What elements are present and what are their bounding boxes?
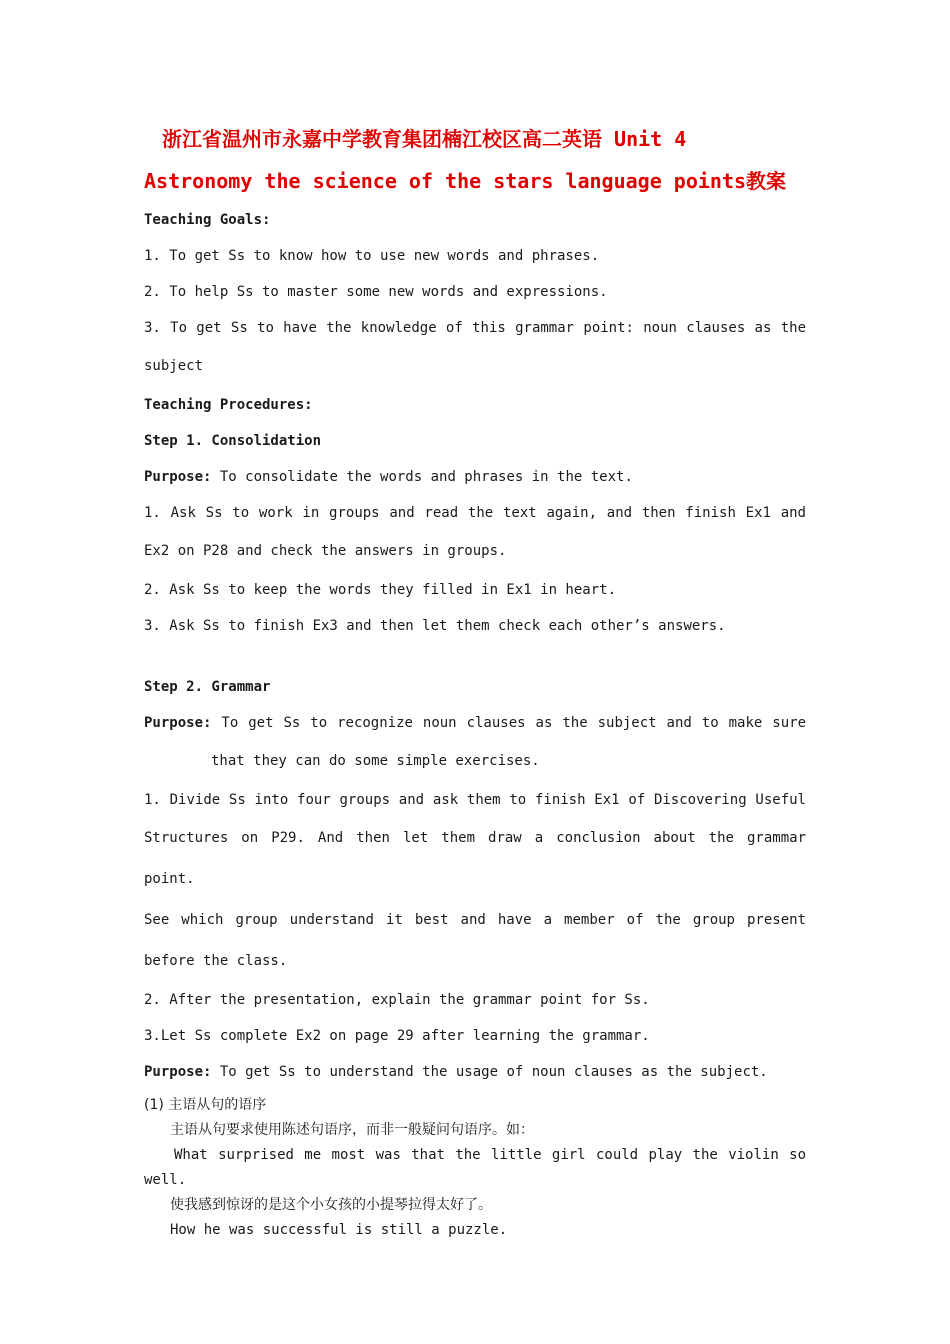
goal-3-continued: subject <box>144 358 204 374</box>
step1-item3: 3. Ask Ss to finish Ex3 and then let them check each other’s answers. <box>144 618 726 634</box>
step2-item3: 3.Let Ss complete Ex2 on page 29 after learning the grammar. <box>144 1028 650 1044</box>
step2-purpose-2 <box>144 1054 806 1090</box>
teaching-goals-heading: Teaching Goals: <box>144 212 271 228</box>
document-title <box>144 118 806 202</box>
purpose-text: To get Ss to understand the usage of noun clauses as the subject. <box>211 1064 768 1080</box>
step2-heading: Step 2. Grammar <box>144 679 271 695</box>
purpose-text: To get Ss to recognize noun clauses as the subject and to make sure <box>211 715 806 731</box>
purpose-text: To consolidate the words and phrases in the text. <box>211 469 633 485</box>
document-page <box>144 118 806 1243</box>
purpose-label: Purpose: <box>144 469 212 485</box>
step1-purpose <box>144 459 806 495</box>
example-1-line2: well. <box>144 1172 187 1188</box>
section-gap <box>144 644 806 669</box>
goal-2: 2. To help Ss to master some new words and expressions. <box>144 284 608 300</box>
step2-purpose <box>144 705 806 741</box>
example-1-line1: What surprised me most was that the little girl could play the violin so <box>174 1147 806 1163</box>
step1-item1-line1: 1. Ask Ss to work in groups and read the text again, and then finish Ex1 and <box>144 505 806 521</box>
step1-item1-line2: Ex2 on P28 and check the answers in groups. <box>144 543 507 559</box>
title-line-1: 浙江省温州市永嘉中学教育集团楠江校区高二英语 Unit 4 <box>162 127 687 151</box>
notes-heading: (1) 主语从句的语序 <box>144 1097 267 1113</box>
step1-item2: 2. Ask Ss to keep the words they filled in Ex1 in heart. <box>144 582 617 598</box>
step2-item1-line3: See which group understand it best and have a member of the group present <box>144 912 806 928</box>
step2-item1-line4: before the class. <box>144 953 288 969</box>
example-2: How he was successful is still a puzzle. <box>170 1222 508 1238</box>
purpose-label: Purpose: <box>144 1064 212 1080</box>
title-line-2: Astronomy the science of the stars language points教案 <box>144 169 787 193</box>
example-1-translation: 使我感到惊讶的是这个小女孩的小提琴拉得太好了。 <box>170 1197 492 1213</box>
step2-purpose-continued: that they can do some simple exercises. <box>211 753 540 769</box>
step2-item1-line2: Structures on P29. And then let them draw a conclusion about the grammar point. <box>144 830 806 887</box>
purpose-label: Purpose: <box>144 715 212 731</box>
notes-rule: 主语从句要求使用陈述句语序，而非一般疑问句语序。如： <box>170 1122 534 1138</box>
goal-1: 1. To get Ss to know how to use new words and phrases. <box>144 248 600 264</box>
step2-item1-line1: 1. Divide Ss into four groups and ask them to finish Ex1 of Discovering Useful <box>144 792 806 808</box>
goal-3: 3. To get Ss to have the knowledge of this grammar point: noun clauses as the <box>144 320 806 336</box>
step1-heading: Step 1. Consolidation <box>144 433 322 449</box>
teaching-procedures-heading: Teaching Procedures: <box>144 397 313 413</box>
grammar-notes <box>144 1093 806 1243</box>
step2-item2: 2. After the presentation, explain the grammar point for Ss. <box>144 992 650 1008</box>
